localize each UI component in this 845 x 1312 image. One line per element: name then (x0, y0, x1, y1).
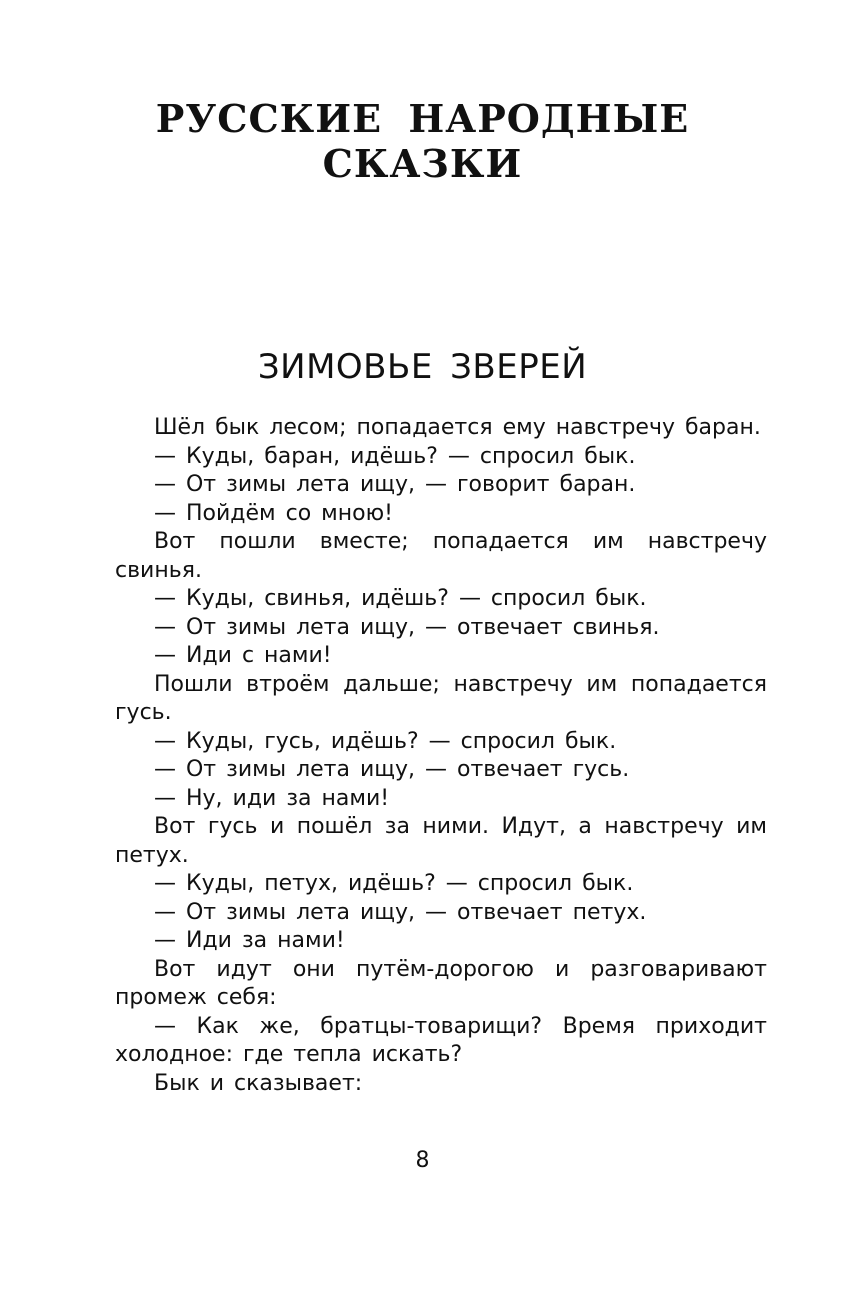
paragraph: — Ну, иди за нами! (154, 785, 390, 811)
paragraph: — Куды, баран, идёшь? — спросил бык. (154, 443, 636, 469)
paragraph: — От зимы лета ищу, — отвечает гусь. (154, 757, 630, 782)
paragraph: — Куды, гусь, идёшь? — спросил бык. (154, 728, 617, 754)
paragraph: Вот гусь и пошёл за ними. Идут, а навстречу им петух. (115, 814, 767, 868)
paragraph: — Пойдём со мною! (154, 500, 393, 526)
paragraph: Шёл бык лесом; попадается ему навстречу баран. (154, 415, 761, 440)
paragraph: — От зимы лета ищу, — отвечает свинья. (154, 614, 660, 640)
paragraph: — От зимы лета ищу, — говорит баран. (154, 472, 636, 497)
paragraph: — От зимы лета ищу, — отвечает петух. (154, 899, 647, 925)
paragraph: — Куды, свинья, идёшь? — спросил бык. (154, 586, 647, 611)
paragraph: — Иди с нами! (154, 643, 332, 668)
story-title: ЗИМОВЬЕ ЗВЕРЕЙ (257, 347, 588, 387)
paragraph: Пошли втроём дальше; навстречу им попадается гусь. (115, 671, 767, 725)
paragraph: Вот идут они путём-дорогою и разговаривают промеж себя: (115, 956, 767, 1010)
paragraph: — Куды, петух, идёшь? — спросил бык. (154, 871, 634, 896)
story-body (115, 414, 767, 1098)
paragraph: — Как же, братцы-товарищи? Время приходит холодное: где тепла искать? (115, 1013, 767, 1067)
section-title-line-2: СКАЗКИ (322, 141, 523, 186)
page-number: 8 (415, 1148, 430, 1173)
section-title-line-1: РУССКИЕ НАРОДНЫЕ (155, 96, 690, 141)
paragraph: Бык и сказывает: (154, 1070, 363, 1096)
paragraph: — Иди за нами! (154, 928, 345, 953)
paragraph: Вот пошли вместе; попадается им навстречу свинья. (115, 529, 767, 583)
